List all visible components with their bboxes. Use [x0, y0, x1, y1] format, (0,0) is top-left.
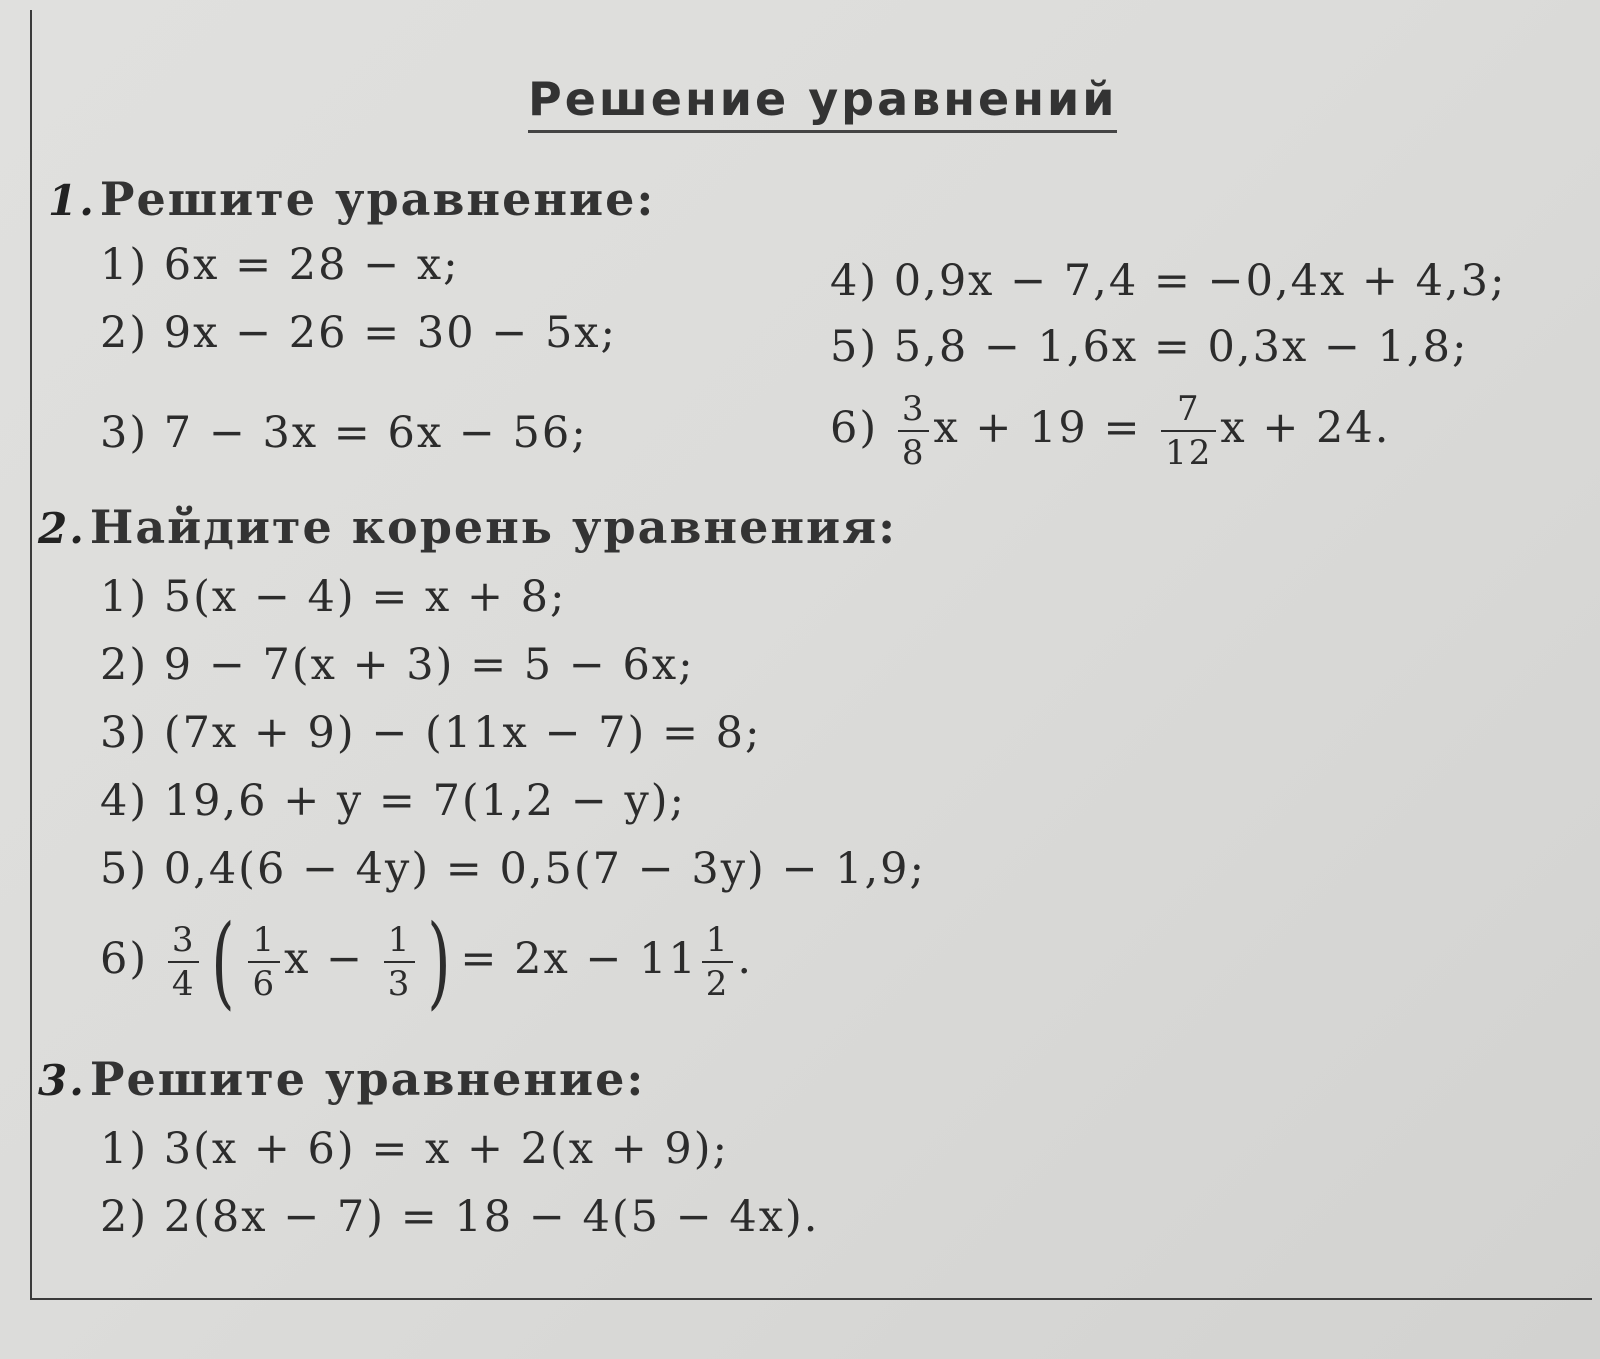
section-3-title: Решите уравнение:: [89, 1052, 646, 1106]
fraction: [1161, 389, 1216, 473]
s2-eq-5: 5) 0,4(6 − 4y) = 0,5(7 − 3y) − 1,9;: [100, 844, 927, 894]
numerator: 7: [1161, 392, 1216, 432]
s2-eq-6-label: 6): [100, 934, 149, 984]
denominator: 6: [252, 964, 277, 1004]
s2-eq-6-x-minus: x −: [284, 934, 365, 984]
section-2-heading: [38, 500, 897, 554]
s3-eq-1: 1) 3(x + 6) = x + 2(x + 9);: [100, 1124, 730, 1174]
numerator: 1: [384, 923, 416, 963]
section-1-title: Решите уравнение:: [99, 172, 656, 226]
denominator: 8: [901, 433, 926, 473]
s1-eq-6-middle: x + 19 =: [933, 403, 1142, 453]
s2-eq-3: 3) (7x + 9) − (11x − 7) = 8;: [100, 708, 762, 758]
s2-eq-1: 1) 5(x − 4) = x + 8;: [100, 572, 567, 622]
denominator: 3: [387, 964, 412, 1004]
s2-eq-6: [100, 903, 754, 1020]
section-2-title: Найдите корень уравнения:: [89, 500, 898, 554]
numerator: 1: [702, 923, 734, 963]
s1-eq-5: 5) 5,8 − 1,6x = 0,3x − 1,8;: [830, 322, 1469, 372]
section-1-heading: [48, 172, 655, 226]
fraction: [384, 920, 416, 1004]
fraction: [898, 389, 930, 473]
s2-eq-6-rhs: = 2x − 11: [460, 934, 698, 984]
numerator: 1: [248, 923, 280, 963]
s1-eq-6: [830, 389, 1391, 473]
numerator: 3: [898, 392, 930, 432]
section-1-number: 1.: [48, 176, 96, 225]
s3-eq-2: 2) 2(8x − 7) = 18 − 4(5 − 4x).: [100, 1192, 820, 1242]
denominator: 2: [705, 964, 730, 1004]
s1-eq-1: 1) 6x = 28 − x;: [100, 240, 460, 290]
s2-eq-6-end: .: [737, 934, 754, 984]
fraction: [702, 920, 734, 1004]
denominator: 4: [171, 964, 196, 1004]
section-3-heading: [38, 1052, 645, 1106]
s1-eq-6-label: 6): [830, 403, 879, 453]
open-paren: (: [211, 903, 237, 1020]
close-paren: ): [427, 903, 453, 1020]
s2-eq-4: 4) 19,6 + y = 7(1,2 − y);: [100, 776, 687, 826]
fraction: [168, 920, 200, 1004]
s1-eq-6-end: x + 24.: [1220, 403, 1391, 453]
s1-eq-3: 3) 7 − 3x = 6x − 56;: [100, 408, 588, 458]
s1-eq-4: 4) 0,9x − 7,4 = −0,4x + 4,3;: [830, 256, 1507, 306]
denominator: 12: [1165, 433, 1213, 473]
section-3-number: 3.: [38, 1056, 86, 1105]
s2-eq-2: 2) 9 − 7(x + 3) = 5 − 6x;: [100, 640, 695, 690]
s1-eq-2: 2) 9x − 26 = 30 − 5x;: [100, 308, 618, 358]
section-2-number: 2.: [38, 504, 86, 553]
numerator: 3: [168, 923, 200, 963]
page-title: Решение уравнений: [528, 72, 1117, 133]
fraction: [248, 920, 280, 1004]
